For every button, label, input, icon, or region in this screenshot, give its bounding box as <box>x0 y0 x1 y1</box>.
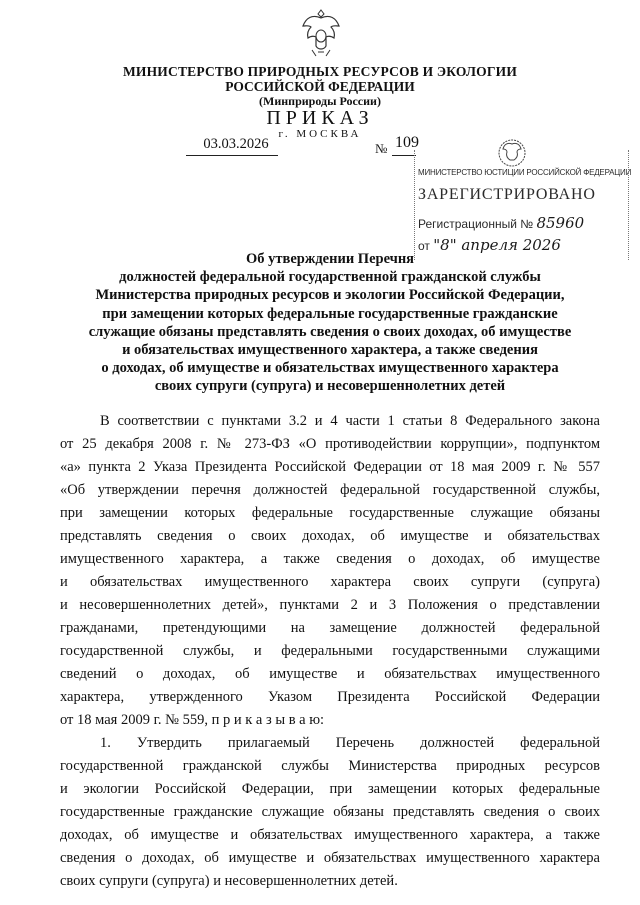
title-line: при замещении которых федеральные государственные гражданские <box>102 305 558 322</box>
title-line: служащие обязаны представлять сведения о своих доходах, об имуществе <box>88 323 572 340</box>
body-line: сведений о доходах, об имуществе и обязательствах имущественного <box>60 666 600 682</box>
stamp-border-right <box>628 150 629 260</box>
stamp-registration <box>418 214 618 232</box>
body-line: от 25 декабря 2008 г. № 273-ФЗ «О противодействии коррупции», подпунктом <box>60 436 600 452</box>
coat-of-arms-emblem-icon <box>300 6 342 58</box>
document-type: ПРИКАЗ <box>266 107 374 129</box>
body-line: В соответствии с пунктами 3.2 и 4 части 1 статьи 8 Федерального закона <box>100 413 600 429</box>
title-line: Министерства природных ресурсов и экологии Российской Федерации, <box>95 287 565 304</box>
stamp-org: МИНИСТЕРСТВО ЮСТИЦИИ РОССИЙСКОЙ ФЕДЕРАЦИИ <box>418 168 632 177</box>
number-sign: № <box>375 141 388 156</box>
stamp-border-left <box>414 150 415 260</box>
order-title <box>60 250 600 396</box>
body-line: «а» пункта 2 Указа Президента Российской Федерации от 18 мая 2009 г. № 557 <box>60 459 600 475</box>
body-line: при замещении которых федеральные государственные служащие обязаны <box>60 505 600 521</box>
body-line: представлять сведения о своих доходах, об имуществе и обязательствах <box>60 528 600 544</box>
number-underline <box>392 155 416 156</box>
body-line: гражданами, претендующими на замещение должностей федеральной <box>60 620 600 636</box>
stamp-reg-label: Регистрационный № <box>418 217 534 231</box>
order-date: 03.03.2026 <box>203 136 269 152</box>
body-line: доходах, об имуществе и обязательствах имущественного характера, а также <box>60 827 600 843</box>
title-line: и обязательствах имущественного характера, а также сведения <box>122 342 538 359</box>
stamp-emblem-icon <box>495 136 529 170</box>
body-line: сведения о доходах, об имуществе и обязательствах имущественного характера <box>60 850 600 866</box>
ministry-name-line2: РОССИЙСКОЙ ФЕДЕРАЦИИ <box>225 79 415 94</box>
body-line: и несовершеннолетних детей», пунктами 2 и 3 Положения о представлении <box>60 597 600 613</box>
ministry-short-name: (Минприроды России) <box>259 94 381 108</box>
stamp-date-prefix: от <box>418 239 430 253</box>
body-line: характера, утвержденного Указом Президента Российской Федерации <box>60 689 600 705</box>
stamp-reg-number: 85960 <box>536 214 585 232</box>
title-line: должностей федеральной государственной гражданской службы <box>119 269 541 286</box>
body-line: 1. Утвердить прилагаемый Перечень должностей федеральной <box>100 735 600 751</box>
stamp-status: ЗАРЕГИСТРИРОВАНО <box>418 186 596 203</box>
body-line: и экологии Российской Федерации, при замещении которых федеральные <box>60 781 600 797</box>
body-line: от 18 мая 2009 г. № 559, п р и к а з ы в а ю: <box>60 712 325 728</box>
city: г. МОСКВА <box>278 128 362 140</box>
title-line: Об утверждении Перечня <box>245 251 415 267</box>
date-underline <box>186 155 278 156</box>
body-line: государственные гражданские служащие обязаны представлять сведения о своих <box>60 804 600 820</box>
preamble-paragraph <box>60 410 600 732</box>
body-line: имущественного характера, а также сведения о доходах, об имуществе <box>60 551 600 567</box>
body-line: государственной гражданской службы Министерства природных ресурсов <box>60 758 600 774</box>
body-line: «Об утверждении перечня должностей федеральной государственной службы, <box>60 482 600 498</box>
body-line: и обязательствах имущественного характера своих супруги (супруга) <box>60 574 600 590</box>
stamp-date-handwritten: "8" апреля 2026 <box>433 236 561 254</box>
order-number: 109 <box>395 134 419 151</box>
body-line: своих супруги (супруга) и несовершеннолетних детей. <box>60 873 398 889</box>
title-line: своих супруги (супруга) и несовершеннолетних детей <box>154 378 506 395</box>
item-1-paragraph <box>60 732 600 893</box>
ministry-name-line1: МИНИСТЕРСТВО ПРИРОДНЫХ РЕСУРСОВ И ЭКОЛОГИИ <box>122 64 518 79</box>
body-line: государственной службы, и федеральными государственными служащими <box>60 643 600 659</box>
title-line: о доходах, об имуществе и обязательствах имущественного характера <box>101 360 559 377</box>
